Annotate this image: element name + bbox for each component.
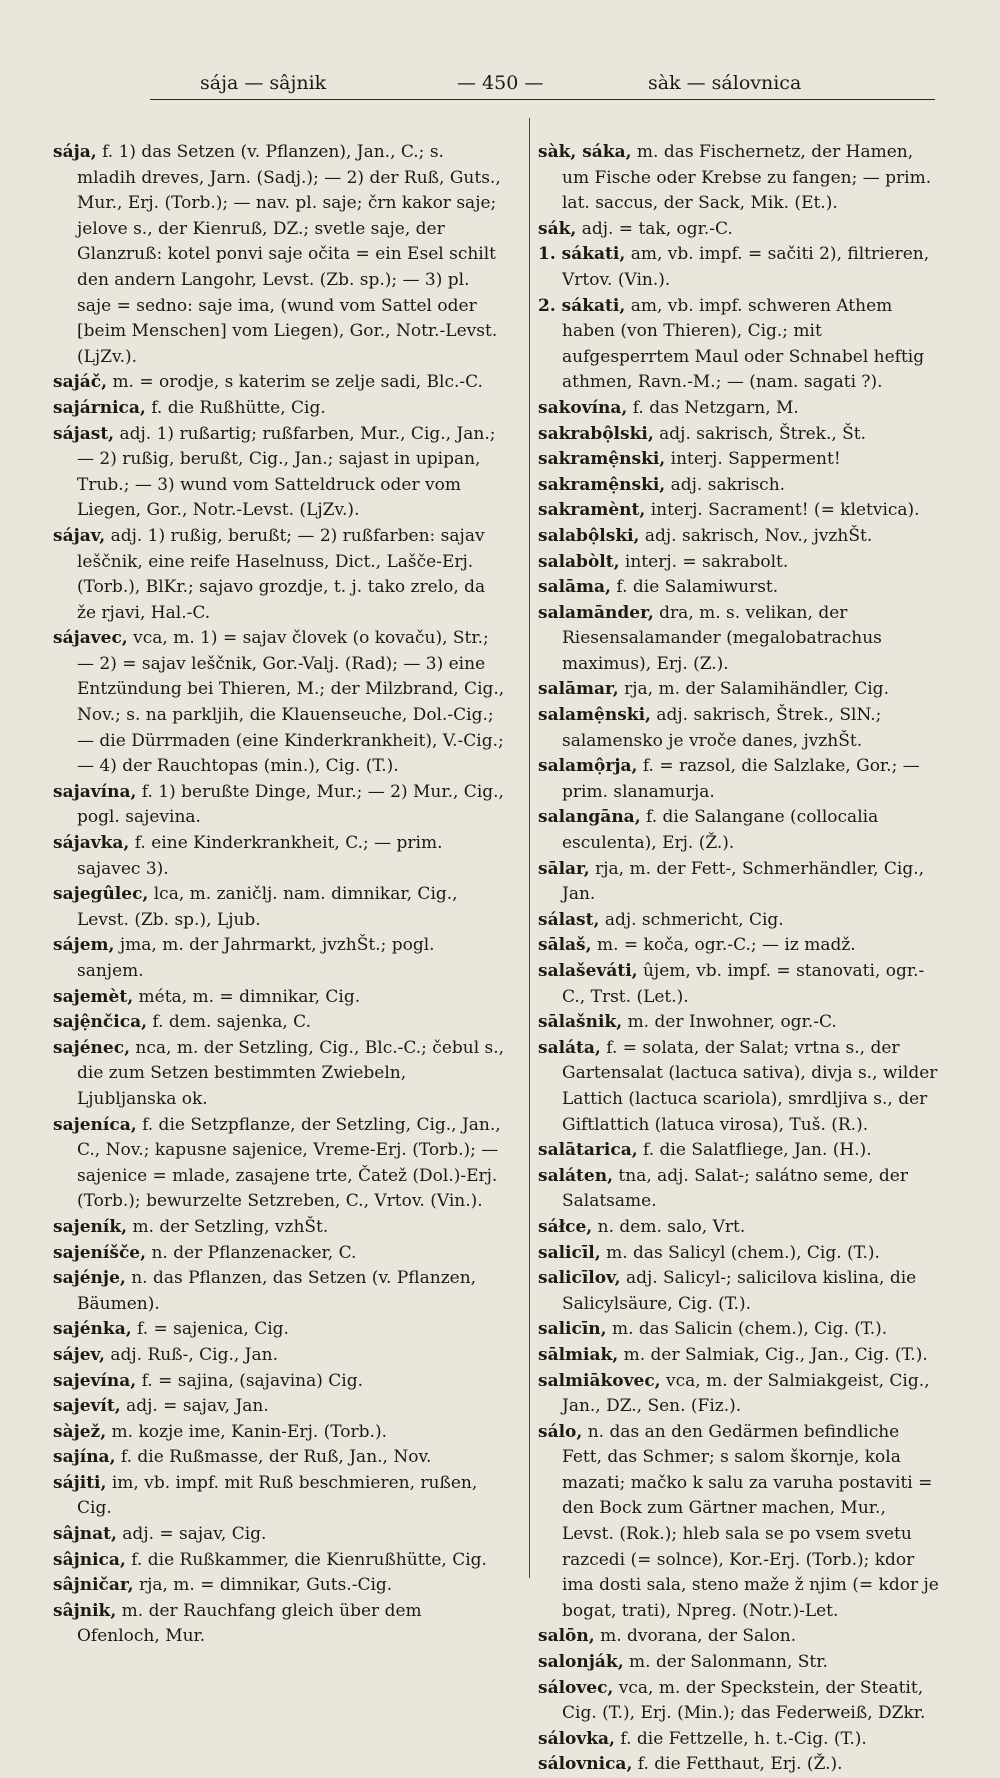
entry-definition: adj. 1) rußartig; rußfarben, Mur., Cig., Jan.; — 2) rußig, berußt, Cig., Jan.; sajast in upipan, Trub.; — 3) wund vom Satteldruck oder vom Liegen, Gor., Notr.-Levst. (LjZv.). [77,423,496,521]
entry-headword: sajeníšče, [53,1242,147,1263]
dictionary-entry [538,908,940,934]
header-rule [150,99,935,100]
dictionary-entry [538,677,940,703]
entry-headword: sajemèt, [53,986,134,1007]
entry-headword: sâjnica, [53,1549,126,1570]
entry-headword: salamānder, [538,602,654,623]
dictionary-entry [538,1164,940,1215]
entry-headword: sájem, [53,935,115,956]
entry-headword: 2. sákati, [538,295,626,316]
header-left-guide: sája — sâjnik [200,72,327,94]
entry-headword: sáłce, [538,1216,593,1237]
entry-definition: adj. = sajav, Cig. [122,1524,267,1545]
dictionary-entry [53,422,505,524]
entry-headword: sájav, [53,525,106,546]
entry-headword: sâjnat, [53,1524,117,1545]
entry-definition: f. 1) berußte Dinge, Mur.; — 2) Mur., Cig., pogl. sajevina. [77,781,504,828]
entry-definition: adj. Salicyl-; salicilova kislina, die Salicylsäure, Cig. (T.). [562,1268,917,1314]
entry-headword: sák, [538,218,577,239]
dictionary-entry [538,703,940,754]
entry-headword: salonják, [538,1652,624,1673]
dictionary-entry [538,601,940,678]
dictionary-entry [538,933,940,959]
entry-definition: adj. = tak, ogr.-C. [581,218,733,239]
entry-headword: salamệnski, [538,705,651,726]
entry-definition: interj. Sapperment! [670,449,841,470]
dictionary-entry [538,1036,940,1138]
entry-definition: m. der Rauchfang gleich über dem Ofenloch, Mur. [77,1600,422,1647]
dictionary-entry [538,550,940,576]
entry-headword: sālar, [538,858,590,879]
entry-definition: am, vb. impf. = sačiti 2), filtrieren, Vrtov. (Vin.). [562,244,930,290]
entry-definition: f. = sajenica, Cig. [137,1319,289,1340]
entry-headword: sájavec, [53,628,128,649]
entry-headword: salāmar, [538,679,619,700]
entry-definition: n. das an den Gedärmen befindliche Fett, das Schmer; s salom škornje, kola mazati; mačko k salu za varuha postaviti = den Bock zum Gärtner machen, Mur., Levst. (Rok.); hleb sala se po vsem svetu razcedi (= solnce), Kor.-Erj. (Torb.); kdor ima dosti sala, steno maže ž njim (= kdor je bogat, trati), Npreg. (Notr.)-Let. [562,1421,939,1621]
entry-definition: f. das Netzgarn, M. [632,397,799,418]
entry-headword: salāma, [538,577,611,598]
entry-headword: sakramệnski, [538,449,666,470]
entry-definition: adj. 1) rußig, berußt; — 2) rußfarben: sajav leščnik, eine reife Haselnuss, Dict., Lašče-Erj. (Torb.), BlKr.; sajavo grozdje, t. j. tako zrelo, da že rjavi, Hal.-C. [77,525,486,623]
page-number: — 450 — [457,72,544,94]
dictionary-entry [53,933,505,984]
entry-headword: 1. sákati, [538,244,626,265]
entry-definition: f. die Salamiwurst. [616,577,779,598]
dictionary-entry [538,857,940,908]
entry-definition: ûjem, vb. impf. = stanovati, ogr.-C., Trst. (Let.). [562,961,925,1007]
entry-definition: dra, m. s. velikan, der Riesensalamander (megalobatrachus maximus), Erj. (Z.). [562,602,882,674]
entry-definition: f. die Fetthaut, Erj. (Ž.). [637,1754,843,1775]
entry-definition: adj. sakrisch, Nov., jvzhŠt. [644,525,873,546]
dictionary-entry [538,498,940,524]
entry-definition: m. dvorana, der Salon. [600,1626,797,1647]
entry-headword: sakovína, [538,397,628,418]
dictionary-entry [538,242,940,293]
entry-definition: f. die Salatfliege, Jan. (H.). [643,1140,872,1161]
dictionary-entry [538,1650,940,1676]
dictionary-entry [53,1420,505,1446]
dictionary-entry [53,780,505,831]
dictionary-entry [53,1599,505,1650]
entry-headword: sajavína, [53,781,137,802]
entry-headword: saláta, [538,1037,601,1058]
dictionary-entry [538,294,940,396]
entry-definition: adj. = sajav, Jan. [126,1396,269,1417]
dictionary-entry [538,422,940,448]
entry-definition: rja, m. der Salamihändler, Cig. [624,679,889,700]
entry-headword: sálast, [538,909,600,930]
dictionary-entry [53,1113,505,1215]
dictionary-entry [538,1138,940,1164]
right-column [538,140,940,1778]
dictionary-entry [53,1241,505,1267]
entry-definition: f. die Rußhütte, Cig. [151,397,326,418]
entry-definition: m. = koča, ogr.-C.; — iz madž. [596,935,856,956]
dictionary-entry [538,447,940,473]
dictionary-entry [538,1727,940,1753]
entry-headword: sâjnik, [53,1600,117,1621]
dictionary-entry [53,1369,505,1395]
dictionary-entry [53,1036,505,1113]
left-column [53,140,505,1650]
entry-definition: m. der Salonmann, Str. [629,1652,828,1673]
entry-headword: sálovnica, [538,1754,633,1775]
entry-headword: sālaš, [538,935,592,956]
dictionary-entry [53,1317,505,1343]
entry-headword: salicīlov, [538,1268,621,1289]
entry-definition: m. kozje ime, Kanin-Erj. (Torb.). [111,1421,387,1442]
entry-definition: f. = solata, der Salat; vrtna s., der Gartensalat (lactuca sativa), divja s., wilder Lattich (lactuca scariola), smrdljiva s., der Giftlattich (latuca virosa), Tuš. (R.). [562,1037,938,1135]
entry-definition: m. der Setzling, vzhŠt. [132,1216,329,1237]
dictionary-entry [538,473,940,499]
entry-headword: sajevít, [53,1396,121,1417]
entry-definition: interj. = sakrabolt. [624,551,789,572]
entry-headword: sája, [53,142,97,162]
dictionary-entry [53,1471,505,1522]
entry-headword: sajeník, [53,1216,128,1237]
column-divider [529,118,530,1578]
entry-headword: salicīl, [538,1242,601,1263]
dictionary-entry [53,831,505,882]
dictionary-entry [538,1369,940,1420]
dictionary-entry [538,1010,940,1036]
dictionary-entry [538,1241,940,1267]
dictionary-entry [538,524,940,550]
entry-headword: sálo, [538,1421,583,1442]
entry-headword: sajénka, [53,1319,132,1340]
dictionary-entry [53,1266,505,1317]
dictionary-entry [538,959,940,1010]
entry-definition: rja, m. = dimnikar, Guts.-Cig. [138,1575,393,1596]
entry-headword: sajína, [53,1447,116,1468]
entry-headword: sajevína, [53,1370,137,1391]
entry-headword: sajénje, [53,1268,126,1289]
entry-definition: m. das Fischernetz, der Hamen, um Fische oder Krebse zu fangen; — prim. lat. saccus, der Sack, Mik. (Et.). [562,142,932,214]
entry-headword: sālmiak, [538,1344,619,1365]
entry-headword: sàk, sáka, [538,142,632,162]
entry-definition: tna, adj. Salat-; salátno seme, der Salatsame. [562,1165,908,1212]
entry-headword: sajeníca, [53,1114,137,1135]
entry-headword: sakramènt, [538,500,646,521]
dictionary-entry [53,626,505,780]
entry-definition: méta, m. = dimnikar, Cig. [138,986,361,1007]
dictionary-entry [53,370,505,396]
entry-headword: sajáč, [53,372,108,393]
entry-definition: adj. Ruß-, Cig., Jan. [110,1344,278,1365]
entry-headword: salōn, [538,1626,595,1647]
entry-definition: n. das Pflanzen, das Setzen (v. Pflanzen, Bäumen). [77,1268,477,1314]
entry-headword: sálovka, [538,1728,615,1749]
entry-definition: n. dem. salo, Vrt. [597,1216,746,1237]
entry-headword: sakramệnski, [538,474,666,495]
dictionary-entry [538,1215,940,1241]
entry-definition: f. = razsol, die Salzlake, Gor.; — prim. slanamurja. [562,756,920,802]
entry-headword: salaševáti, [538,961,638,981]
entry-definition: f. die Rußmasse, der Ruß, Jan., Nov. [120,1447,432,1468]
dictionary-entry [53,1445,505,1471]
dictionary-entry [53,1010,505,1036]
entry-headword: sájast, [53,423,115,444]
entry-definition: f. die Setzpflanze, der Setzling, Cig., Jan., C., Nov.; kapusne sajenice, Vreme-Erj. (Torb.); — sajenice = mlade, zasajene trte, Čatež (Dol.)-Erj. (Torb.); bewurzelte Setzreben, C., Vrtov. (Vin.). [77,1114,501,1212]
entry-headword: sālašnik, [538,1012,623,1033]
entry-headword: salabộlski, [538,525,640,546]
entry-definition: f. 1) das Setzen (v. Pflanzen), Jan., C.; s. mladih dreves, Jarn. (Sadj.); — 2) der Ruß, Guts., Mur., Erj. (Torb.); — nav. pl. saje; črn kakor saje; jelove s., der Kienruß, DZ.; svetle saje, der Glanzruß: kotel ponvi saje očita = ein Esel schilt den andern Langohr, Levst. (Zb. sp.); — 3) pl. saje = sedno: saje ima, (wund vom Sattel oder [beim Menschen] vom Liegen), Gor., Notr.-Levst. (LjZv.). [77,142,501,367]
entry-definition: jma, m. der Jahrmarkt, jvzhŠt.; pogl. sanjem. [77,935,435,981]
entry-headword: sajárnica, [53,397,146,418]
entry-headword: sakrabộlski, [538,423,654,444]
dictionary-entry [53,985,505,1011]
dictionary-entry [53,396,505,422]
dictionary-entry [53,1215,505,1241]
dictionary-entry [538,217,940,243]
entry-definition: f. eine Kinderkrankheit, C.; — prim. sajavec 3). [77,833,443,879]
entry-headword: salamộrja, [538,756,638,777]
header-right-guide: sàk — sálovnica [648,72,802,94]
entry-definition: am, vb. impf. schweren Athem haben (von Thieren), Cig.; mit aufgesperrtem Maul oder Schnabel heftig athmen, Ravn.-M.; — (nam. sagati ?). [562,295,925,393]
entry-definition: f. = sajina, (sajavina) Cig. [141,1370,363,1391]
dictionary-entry [538,1420,940,1625]
entry-headword: salmiākovec, [538,1370,661,1391]
entry-definition: vca, m. 1) = sajav človek (o kovaču), Str.; — 2) = sajav leščnik, Gor.-Valj. (Rad); — 3) eine Entzündung bei Thieren, M.; der Milzbrand, Cig., Nov.; s. na parkljih, die Klauenseuche, Dol.-Cig.; — die Dürrmaden (eine Kinderkrankheit), V.-Cig.; — 4) der Rauchtopas (min.), Cig. (T.). [77,628,505,777]
entry-headword: sájiti, [53,1472,107,1493]
entry-definition: f. die Salangane (collocalia esculenta), Erj. (Ž.). [562,807,879,854]
entry-definition: rja, m. der Fett-, Schmerhändler, Cig., Jan. [562,858,925,905]
dictionary-entry [538,754,940,805]
entry-headword: sajegûlec, [53,884,149,905]
entry-headword: sálovec, [538,1677,614,1698]
dictionary-entry [538,396,940,422]
dictionary-entry [53,1394,505,1420]
entry-definition: f. die Fettzelle, h. t.-Cig. (T.). [620,1728,867,1749]
entry-definition: m. das Salicyl (chem.), Cig. (T.). [606,1242,880,1263]
dictionary-entry [53,1548,505,1574]
dictionary-entry [53,1573,505,1599]
entry-headword: sajệnčica, [53,1012,148,1033]
dictionary-entry [53,1522,505,1548]
entry-definition: m. = orodje, s katerim se zelje sadi, Blc.-C. [112,372,483,393]
dictionary-entry [53,140,505,370]
entry-definition: adj. sakrisch, Štrek., Št. [659,423,867,444]
dictionary-entry [538,1317,940,1343]
dictionary-entry [538,575,940,601]
entry-definition: m. der Salmiak, Cig., Jan., Cig. (T.). [623,1344,928,1365]
dictionary-entry [538,1624,940,1650]
dictionary-entry [538,805,940,856]
entry-definition: m. das Salicin (chem.), Cig. (T.). [612,1319,888,1340]
entry-definition: vca, m. der Salmiakgeist, Cig., Jan., DZ., Sen. (Fiz.). [562,1370,930,1417]
entry-definition: f. die Rußkammer, die Kienrußhütte, Cig. [131,1549,487,1570]
entry-definition: adj. schmericht, Cig. [604,909,784,930]
entry-definition: adj. sakrisch, Štrek., SlN.; salamensko je vroče danes, jvzhŠt. [562,705,882,751]
entry-definition: im, vb. impf. mit Ruß beschmieren, rußen, Cig. [77,1472,478,1519]
entry-definition: m. der Inwohner, ogr.-C. [627,1012,837,1033]
dictionary-entry [538,1343,940,1369]
dictionary-entry [538,1266,940,1317]
dictionary-entry [538,1752,940,1778]
dictionary-entry [53,524,505,626]
entry-headword: sâjničar, [53,1575,134,1596]
dictionary-entry [538,140,940,217]
entry-definition: vca, m. der Speckstein, der Steatit, Cig. (T.), Erj. (Min.); das Federweiß, DZkr. [562,1677,926,1724]
entry-definition: f. dem. sajenka, C. [152,1012,311,1033]
entry-headword: salicīn, [538,1319,607,1340]
entry-definition: interj. Sacrament! (= kletvica). [650,500,920,521]
entry-headword: salātarica, [538,1140,638,1161]
entry-headword: sájev, [53,1344,105,1365]
entry-headword: sájavka, [53,833,130,854]
entry-definition: n. der Pflanzenacker, C. [151,1242,357,1263]
entry-headword: salangāna, [538,807,641,828]
entry-definition: lca, m. zaničlj. nam. dimnikar, Cig., Levst. (Zb. sp.), Ljub. [77,884,458,930]
running-header [0,72,1000,102]
entry-headword: sajénec, [53,1037,130,1058]
dictionary-entry [53,882,505,933]
entry-headword: sàjež, [53,1421,107,1442]
dictionary-entry [53,1343,505,1369]
entry-headword: saláten, [538,1165,614,1186]
entry-definition: adj. sakrisch. [670,474,786,495]
entry-definition: nca, m. der Setzling, Cig., Blc.-C.; čebul s., die zum Setzen bestimmten Zwiebeln, Ljubljanska ok. [77,1037,505,1109]
entry-headword: salabòlt, [538,551,620,572]
dictionary-entry [538,1676,940,1727]
